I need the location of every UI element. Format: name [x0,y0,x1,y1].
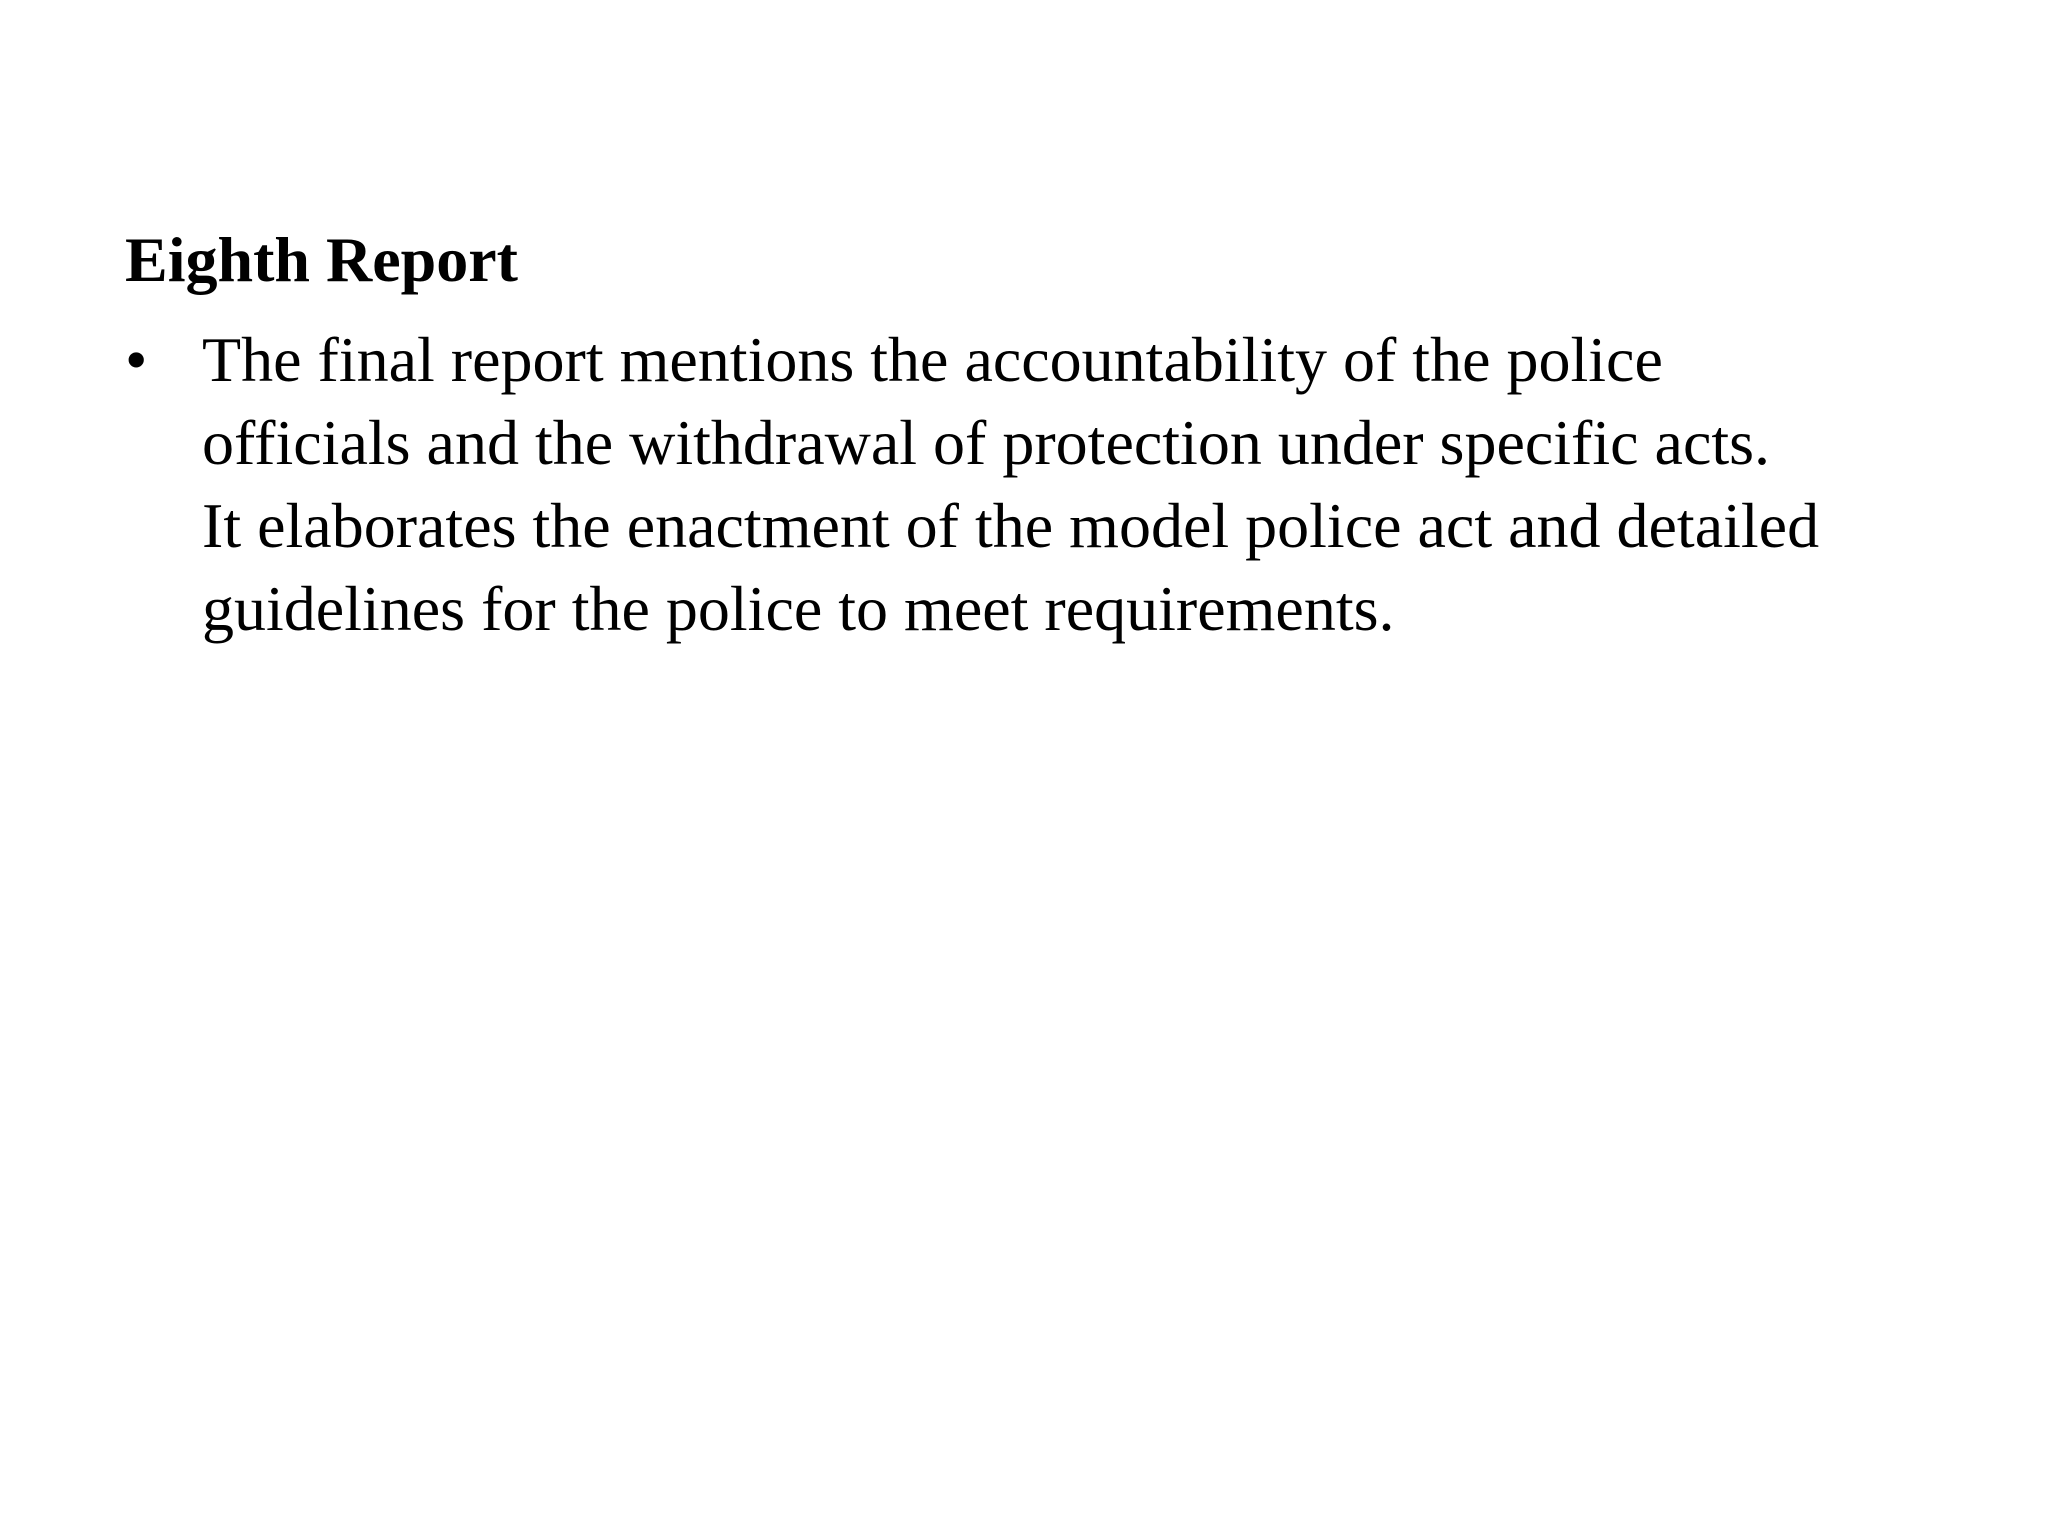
bullet-line: guidelines for the police to meet requirements. [202,573,1395,644]
bullet-line: officials and the withdrawal of protection under specific acts. [202,407,1771,478]
bullet-list [125,318,2005,650]
bullet-marker: • [125,324,148,395]
bullet-line: It elaborates the enactment of the model police act and detailed [202,490,1820,561]
bullet-line: The final report mentions the accountability of the police [202,324,1663,395]
bullet-item [125,318,2005,650]
bullet-text [202,318,2005,650]
slide-heading: Eighth Report [125,224,518,295]
